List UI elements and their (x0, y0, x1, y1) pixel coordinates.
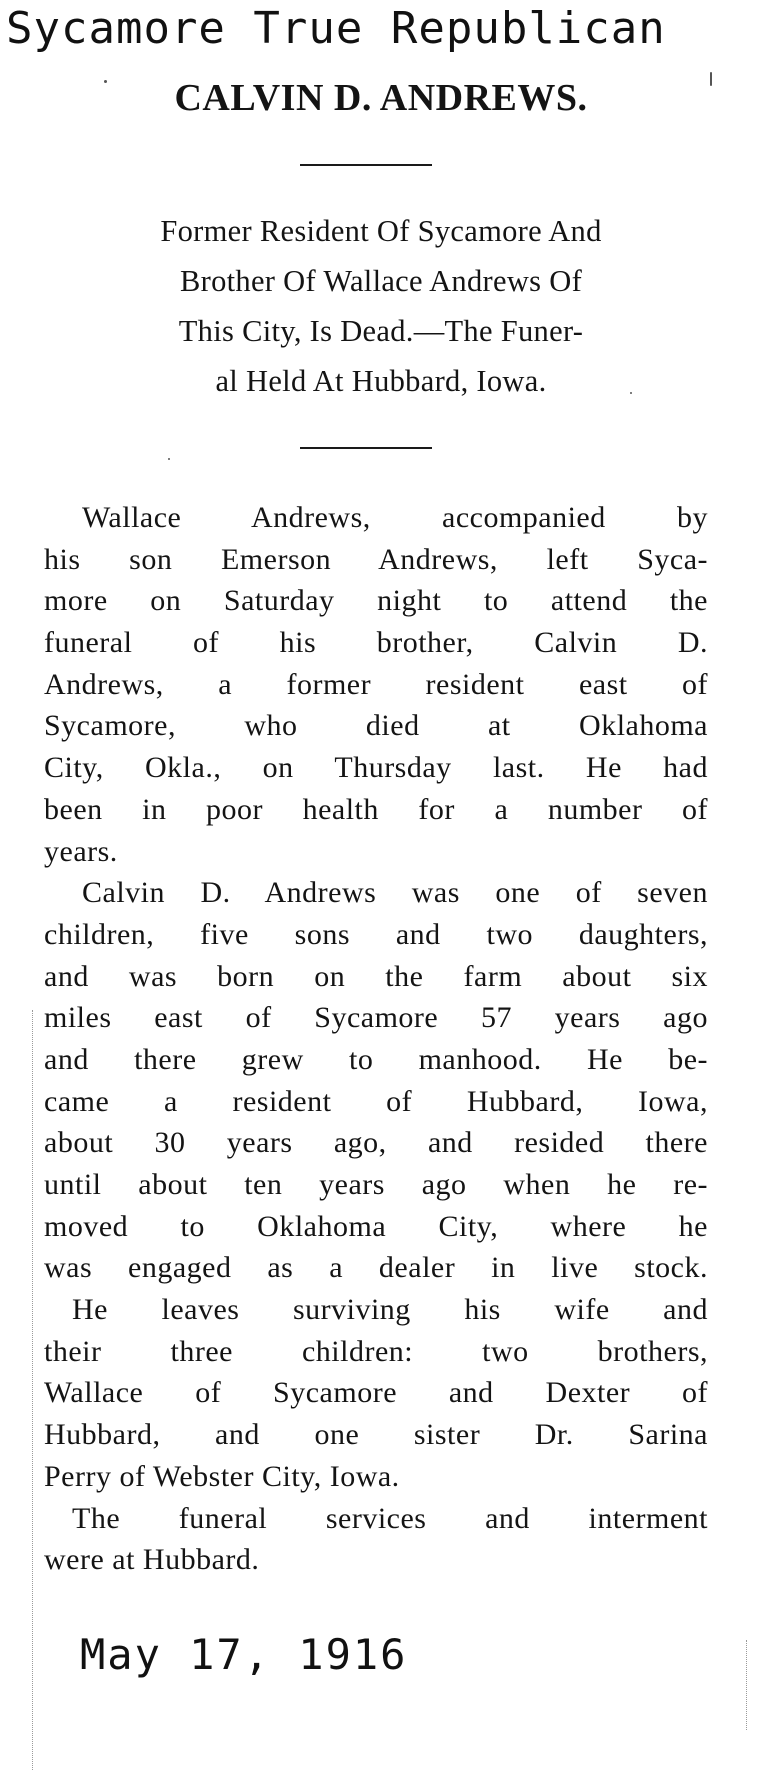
clipping-edge (32, 1010, 34, 1770)
publication-name: Sycamore True Republican (6, 3, 666, 54)
article-line: Wallace of Sycamore and Dexter of (44, 1376, 708, 1410)
article-line: City, Okla., on Thursday last. He had (44, 751, 708, 785)
ink-speck (630, 392, 632, 394)
divider-rule (300, 447, 432, 449)
article-line: more on Saturday night to attend the (44, 584, 708, 618)
article-line: were at Hubbard. (44, 1543, 260, 1577)
article-line: children, five sons and two daughters, (44, 917, 708, 951)
subheadline-line: Former Resident Of Sycamore And (160, 214, 602, 248)
article-line: their three children: two brothers, (44, 1334, 708, 1368)
article-line: Sycamore, who died at Oklahoma (44, 709, 708, 743)
ink-speck (710, 72, 712, 86)
clipping-edge (746, 1640, 748, 1730)
subheadline (40, 206, 722, 406)
article-line: about 30 years ago, and resided there (44, 1126, 708, 1160)
article-line: been in poor health for a number of (44, 792, 708, 826)
publication-date: May 17, 1916 (80, 1630, 408, 1679)
article-line: The funeral services and interment (72, 1501, 708, 1535)
article-line: moved to Oklahoma City, where he (44, 1209, 708, 1243)
subheadline-line: This City, Is Dead.—The Funer- (178, 314, 584, 348)
ink-speck (168, 458, 170, 460)
subheadline-line: al Held At Hubbard, Iowa. (215, 364, 547, 398)
article-line: Perry of Webster City, Iowa. (44, 1459, 400, 1493)
article-body (44, 497, 708, 1581)
article-line: and was born on the farm about six (44, 959, 708, 993)
article-line: Wallace Andrews, accompanied by (82, 501, 708, 534)
article-line: came a resident of Hubbard, Iowa, (44, 1084, 708, 1118)
article-line: Calvin D. Andrews was one of seven (82, 876, 708, 910)
headline: CALVIN D. ANDREWS. (174, 77, 588, 119)
article-line: and there grew to manhood. He be- (44, 1042, 708, 1076)
article-line: his son Emerson Andrews, left Syca- (44, 542, 708, 576)
article-line: miles east of Sycamore 57 years ago (44, 1001, 708, 1035)
article-line: funeral of his brother, Calvin D. (44, 626, 708, 660)
article-line: Hubbard, and one sister Dr. Sarina (44, 1418, 708, 1452)
article-line: until about ten years ago when he re- (44, 1168, 708, 1201)
article-line: He leaves surviving his wife and (72, 1293, 708, 1327)
article-line: Andrews, a former resident east of (44, 667, 708, 701)
article-line: years. (44, 834, 118, 868)
divider-rule (300, 164, 432, 166)
article-line: was engaged as a dealer in live stock. (44, 1251, 708, 1285)
ink-speck (104, 80, 107, 83)
subheadline-line: Brother Of Wallace Andrews Of (179, 264, 583, 298)
